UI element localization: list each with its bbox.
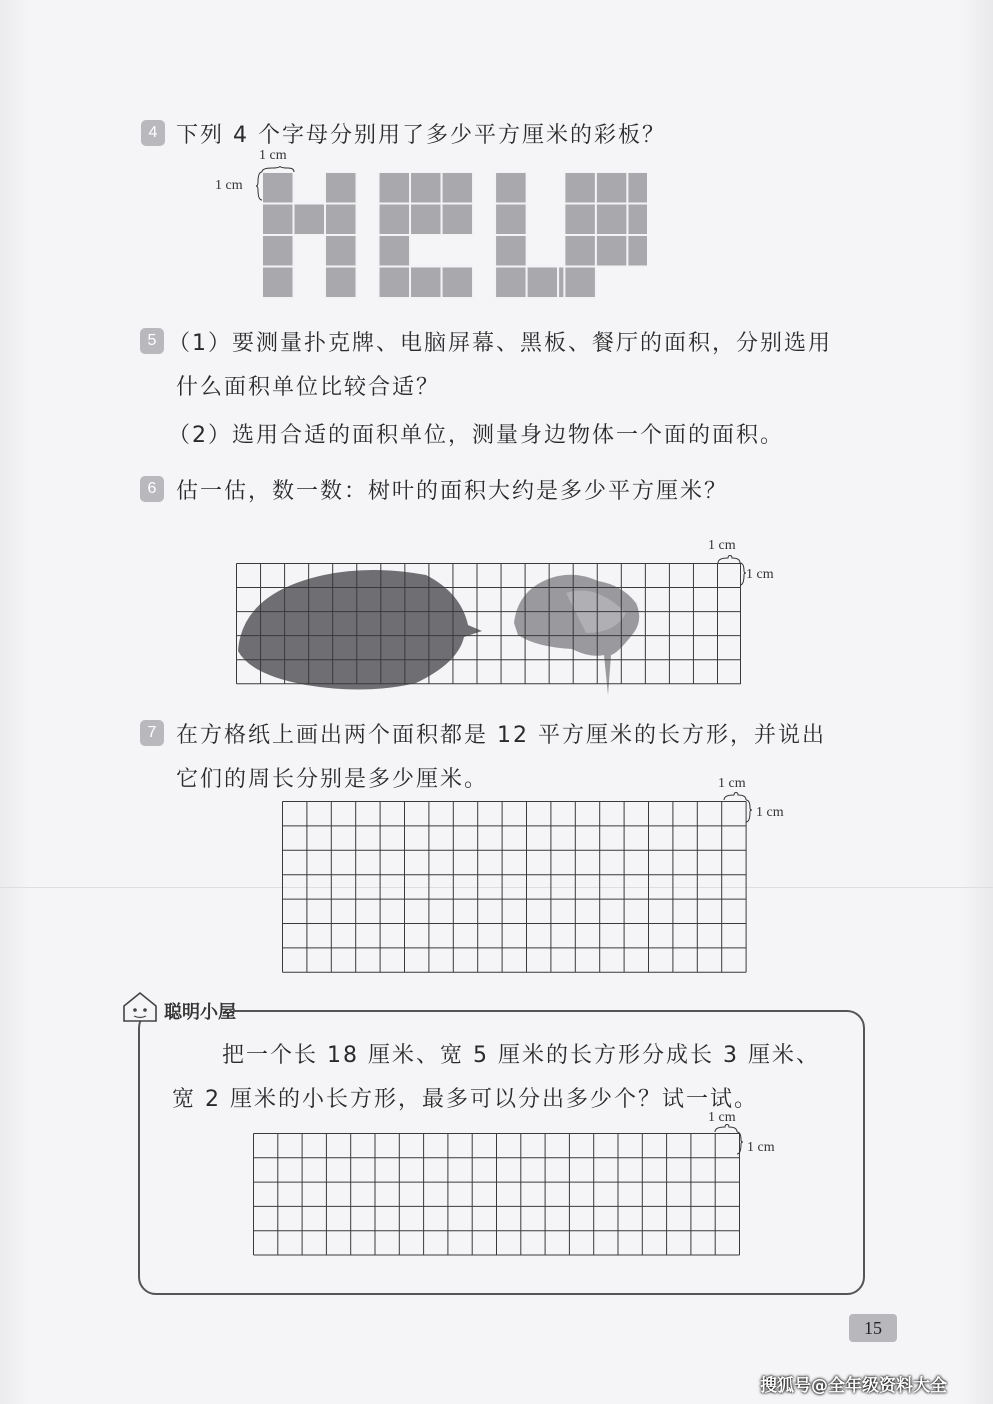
letter-square [596,172,628,204]
letter-square [325,235,357,267]
leaf-grid [236,563,741,696]
drawing-grid-q7[interactable] [282,801,748,985]
letter-square [379,204,411,236]
smart-house-line1: 把一个长 18 厘米、宽 5 厘米的长方形分成长 3 厘米、 [222,1043,820,1068]
question-5-number: 5 [140,328,164,354]
letter-square [564,172,596,204]
letter-square [564,235,596,267]
letter-square [495,267,526,299]
question-6-number: 6 [140,476,164,502]
question-5-line3: （2）选用合适的面积单位，测量身边物体一个面的面积。 [168,423,784,448]
letter-square [442,172,474,204]
question-6-text: 估一估，数一数：树叶的面积大约是多少平方厘米？ [176,479,729,504]
house-unit-brace [713,1124,743,1159]
letter-square [410,267,442,299]
letter-square [294,204,326,236]
letter-square [262,267,294,299]
letter-square [495,204,526,236]
letter-square [410,172,442,204]
smart-house-title: 聪明小屋 [164,1002,236,1023]
letter-square [564,267,596,299]
page-number: 15 [849,1314,897,1342]
question-7-line2: 它们的周长分别是多少厘米。 [176,767,489,792]
letter-square [596,204,628,236]
letter-square [495,172,526,204]
letter-square [627,172,647,204]
letter-square [410,204,442,236]
letter-square [627,204,647,236]
letter-square [596,235,628,267]
letter-square [325,204,357,236]
letter-square [262,235,294,267]
unit-height-label: 1 cm [215,178,243,193]
q7-unit-brace [722,792,752,827]
question-4-text: 下列 4 个字母分别用了多少平方厘米的彩板？ [176,123,666,148]
question-5-line2: 什么面积单位比较合适？ [176,375,441,400]
q7-unit-height-label: 1 cm [756,805,784,820]
letter-square [262,172,294,204]
letter-square [527,267,559,299]
letter-square [379,235,411,267]
q6-unit-brace [716,555,746,590]
question-5-line1: （1）要测量扑克牌、电脑屏幕、黑板、餐厅的面积，分别选用 [168,331,832,356]
letter-square [564,204,596,236]
help-letters [262,172,647,302]
letter-square [627,235,647,267]
house-icon [120,990,164,1024]
smart-house-line2: 宽 2 厘米的小长方形，最多可以分出多少个？试一试。 [172,1087,758,1112]
house-unit-width-label: 1 cm [708,1110,736,1125]
letter-square [379,267,411,299]
house-unit-height-label: 1 cm [747,1140,775,1155]
letter-square [262,204,294,236]
letter-square [442,204,474,236]
watermark: 搜狐号@全年级资料大全 [760,1376,947,1396]
letter-square [495,235,526,267]
letter-square [442,267,474,299]
letter-square [379,172,411,204]
q6-unit-height-label: 1 cm [746,567,774,582]
q6-unit-width-label: 1 cm [708,538,736,553]
unit-width-label: 1 cm [259,148,287,163]
letter-square [325,267,357,299]
letter-square [325,172,357,204]
question-7-number: 7 [140,720,164,746]
question-7-line1: 在方格纸上画出两个面积都是 12 平方厘米的长方形，并说出 [176,723,826,748]
question-4-number: 4 [141,120,165,146]
q7-unit-width-label: 1 cm [718,776,746,791]
drawing-grid-house[interactable] [253,1133,740,1271]
